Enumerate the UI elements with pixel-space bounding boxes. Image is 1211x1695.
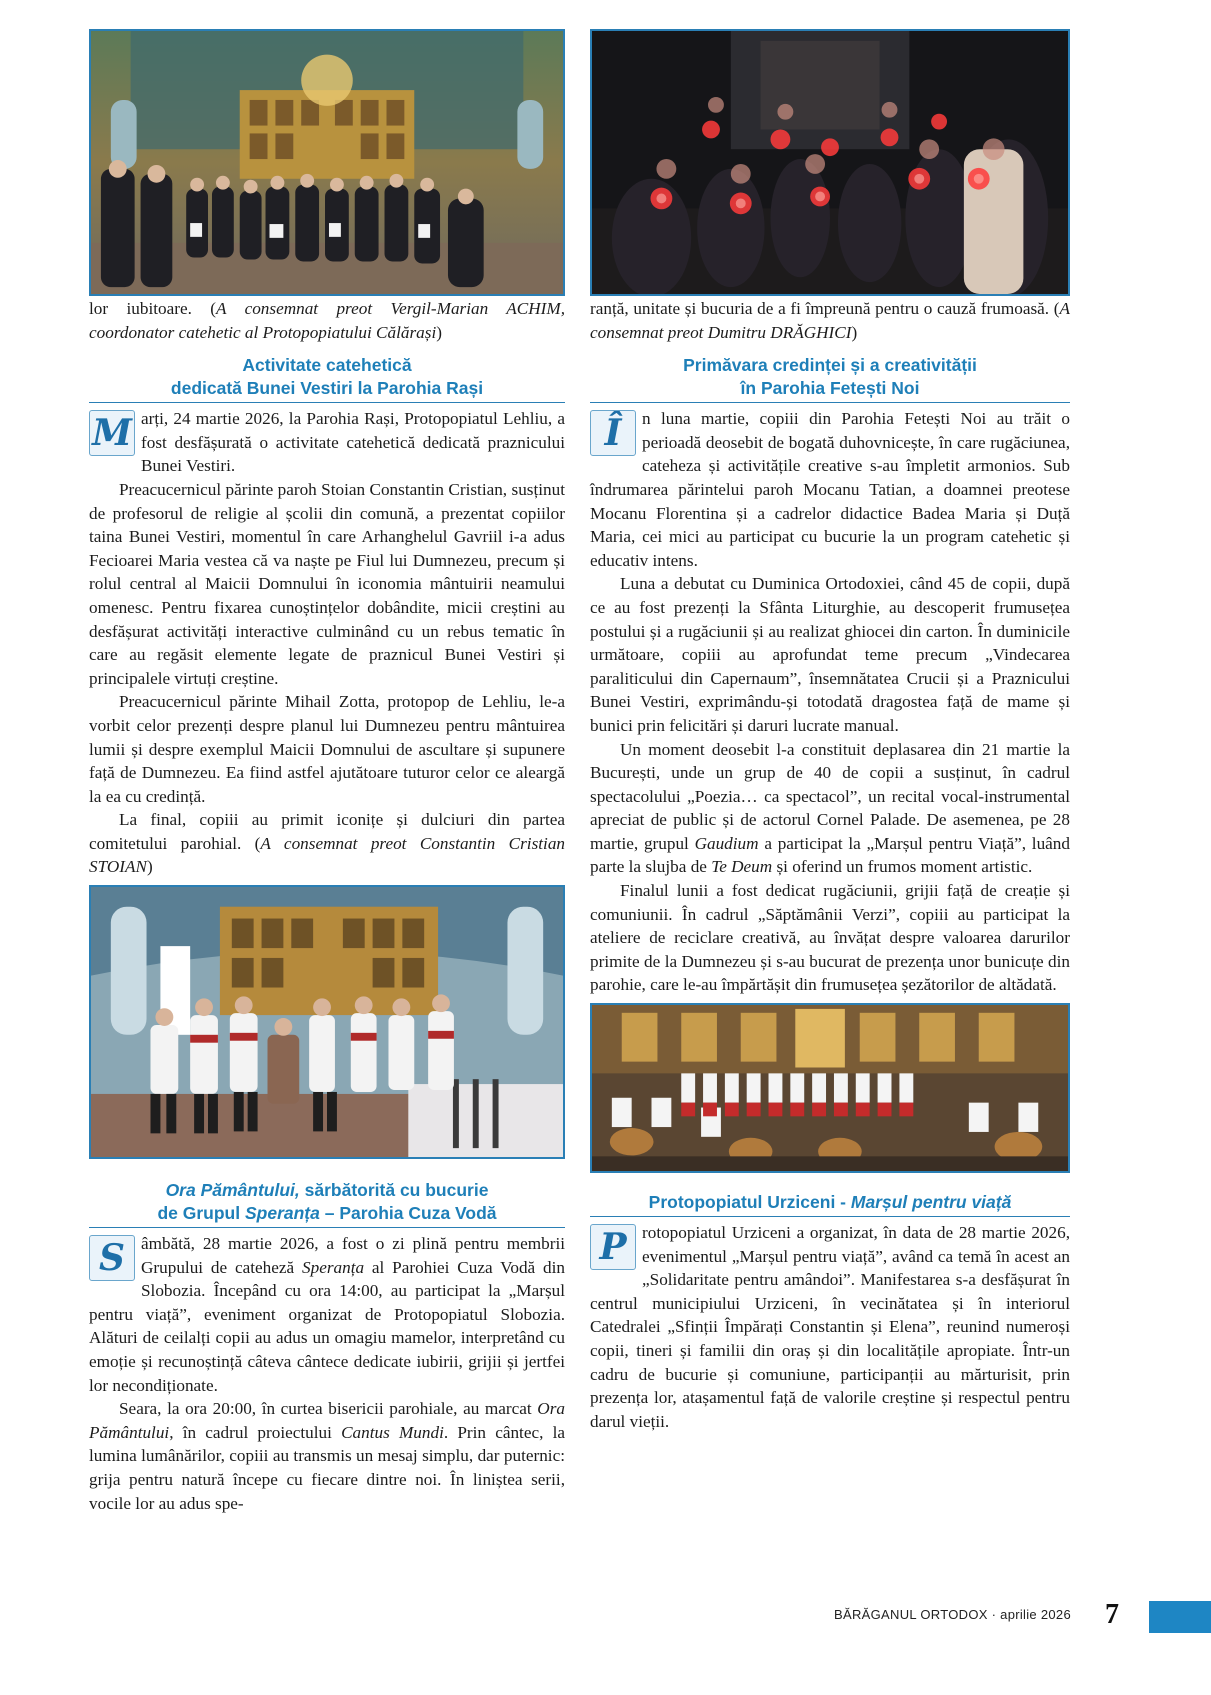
photo-caption-credit: ranță, unitate și bucuria de a fi împreună pentru o cauză frumoasă. (A consemnat preot Dumitru DRĂGHICI) [590,299,1070,342]
church-group-photo [89,29,565,296]
page-footer [0,1597,1211,1637]
drop-cap: P [590,1224,636,1270]
right-column [590,29,1070,1433]
left-column [89,29,565,1515]
article-body-cuza-voda [89,1232,565,1515]
article-paragraph: Luna a debutat cu Duminica Ortodoxiei, când 45 de copii, după ce au fost prezenți la Sfânta Liturghie, au descoperit frumusețea postului și a rugăciunii și au realizat ghiocei din carton. În duminicile următoare, copiii au aprofundat teme precum „Vindecarea paraliticului din Capernaum”, însemnătatea Crucii și a Praznicului Bunei Vestiri, exprimându-și totodată dragostea față de mame și bunici prin felicitări și daruri lucrate manual. [590,574,1070,735]
article-paragraph: Un moment deosebit l-a constituit deplasarea din 21 martie la București, unde un grup de 40 de copii a susținut, în cadrul spectacolului „Poezia… ca spectacol”, un recital vocal-instrumental apreciat de public și de actorul Cornel Palade. De asemenea, pe 28 martie, grupul Gaudium a participat la „Marșul pentru Viață”, luând parte la slujba de Te Deum și oferind un frumos moment artistic. [590,739,1070,877]
article-paragraph: P rotopopiatul Urziceni a organizat, în data de 28 martie 2026, evenimentul „Marșul pentru viață”, având ca temă în acest an „Solidaritate pentru amândoi”. Manifestarea s-a desfășurat în centrul municipiului Urziceni, în vecinătatea și în interiorul Catedralei „Sfinții Împărați Constantin și Elena”, reunind numeroși copii, tineri și familii din oraș și din localitățile apropiate. Într-un cadru de bucurie și comuniune, participanții au mărturisit, prin prezența lor, atașamentul față de valorile creștine și respectul pentru darul vieții. [590,1223,1070,1431]
children-choir-photo [89,885,565,1159]
article-title-fetesti: Primăvara credinței și a creativității în Parohia Fetești Noi [590,354,1070,403]
article-title-rasi: Activitate catehetică dedicată Bunei Vestiri la Parohia Rași [89,354,565,403]
guitar-ensemble-photo [590,1003,1070,1173]
article-body-rasi [89,407,565,879]
article-paragraph: Preacucernicul părinte Mihail Zotta, protopop de Lehliu, le-a vorbit celor prezenți despre planul lui Dumnezeu pentru mântuirea lumii și despre exemplul Maicii Domnului de ascultare și supunere față de Dumnezeu. Ea fiind astfel ajutătoare tuturor celor ce aleargă la ea cu credință. [89,692,565,806]
publication-title: BĂRĂGANUL ORTODOX · aprilie 2026 [834,1607,1071,1622]
drop-cap: S [89,1235,135,1281]
article-paragraph: La final, copiii au primit iconițe și dulciuri din partea comitetului parohial. (A consemnat preot Constantin Cristian STOIAN) [89,810,566,877]
article-title-urziceni: Protopopiatul Urziceni - Marșul pentru viață [590,1191,1070,1217]
article-paragraph: Seara, la ora 20:00, în curtea bisericii parohiale, au marcat Ora Pământului, în cadrul proiectului Cantus Mundi. Prin cântec, la lumina lumânărilor, copiii au transmis un mesaj simplu, dar puternic: grija pentru natură începe cu fiecare dintre noi. În liniștea serii, vocile lor au adus spe- [89,1399,565,1513]
page-number: 7 [1105,1599,1119,1630]
photo-caption-credit: lor iubitoare. (A consemnat preot Vergil-Marian ACHIM, coordonator catehetic al Protopopiatului Călărași) [89,299,565,342]
candlelight-photo [590,29,1070,296]
article-body-fetesti [590,407,1070,997]
article-title-cuza-voda: Ora Pământului, sărbătorită cu bucurie de Grupul Speranța – Parohia Cuza Vodă [89,1179,565,1228]
article-paragraph: Preacucernicul părinte paroh Stoian Constantin Cristian, susținut de profesorul de religie al școlii din comună, a prezentat copiilor taina Bunei Vestiri, momentul în care Arhanghelul Gavriil i-a adus Fecioarei Maria vestea că va naște pe Fiul lui Dumnezeu, precum și rolul central al Maicii Domnului în iconomia mântuirii neamului omenesc. Pentru fixarea cunoștințelor dobândite, micii creștini au desfășurat activități interactive culminând cu un rebus tematic în care au regăsit elemente legate de praznicul Bunei Vestiri și principalele virtuți creștine. [89,479,565,688]
drop-cap: M [89,410,135,456]
footer-accent-bar [1149,1601,1211,1633]
article-paragraph: Finalul lunii a fost dedicat rugăciunii, grijii față de creație și comuniunii. În cadrul „Săptămânii Verzi”, copiii au participat la ateliere de reciclare creativă, au învățat despre valoarea darurilor primite de la Dumnezeu și s-au bucurat de prezența unor bunicuțe din parohie, care le-au împărtășit din frumusețea șezătorilor de altădată. [590,881,1070,995]
article-paragraph: Î n luna martie, copiii din Parohia Fetești Noi au trăit o perioadă deosebit de bogată duhovnicește, în care rugăciunea, cateheza și activitățile creative s-au împletit armonios. Sub îndrumarea părintelui paroh Mocanu Tatian, a doamnei preotese Mocanu Florentina și a cadrelor didactice Badea Maria și Duță Maria, cei mici au participat cu bucurie la un program catehetic și educativ intens. [590,409,1070,570]
article-paragraph: S âmbătă, 28 martie 2026, a fost o zi plină pentru membrii Grupului de cateheză Speranța al Parohiei Cuza Vodă din Slobozia. Începând cu ora 14:00, au participat la „Marșul pentru viață”, eveniment organizat de Protopopiatul Slobozia. Alături de ceilalți copii au adus un omagiu mamelor, interpretând cu emoție și recunoștință câteva cântece dedicate iubirii, grijii și jertfei lor necondiționate. [89,1234,565,1395]
article-paragraph: M arți, 24 martie 2026, la Parohia Rași, Protopopiatul Lehliu, a fost desfășurată o activitate catehetică dedicată praznicului Bunei Vestiri. [89,407,565,478]
drop-cap: Î [590,410,636,456]
article-body-urziceni [590,1221,1070,1433]
